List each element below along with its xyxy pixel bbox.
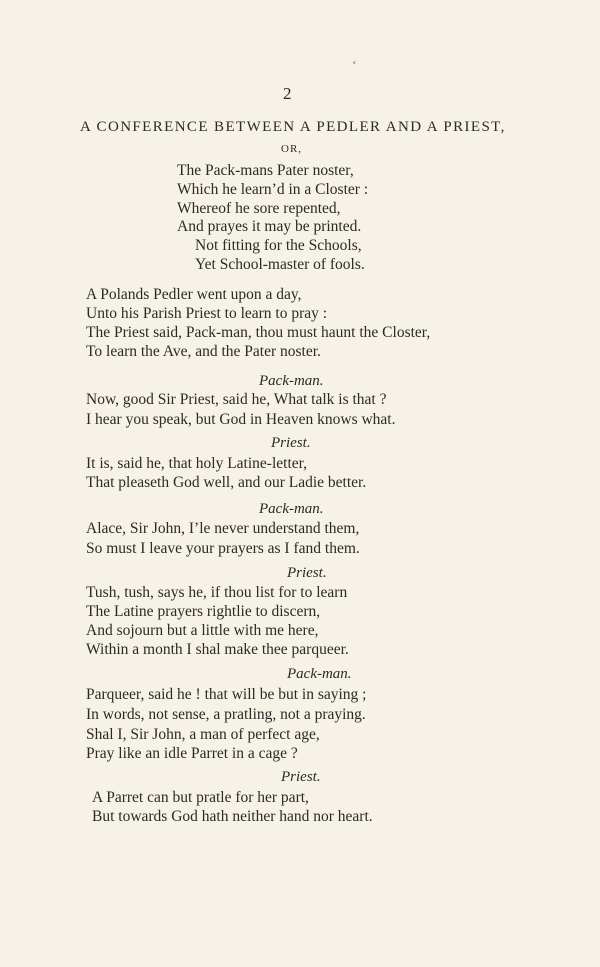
poem-title: A CONFERENCE BETWEEN A PEDLER AND A PRIEST, — [80, 119, 506, 135]
intro-line: A Polands Pedler went upon a day, — [86, 286, 302, 303]
title-or: OR, — [281, 143, 303, 155]
intro-line: The Priest said, Pack-man, thou must haunt the Closter, — [86, 324, 431, 341]
page-number: 2 — [283, 84, 292, 103]
verse-line: Now, good Sir Priest, said he, What talk is that ? — [86, 391, 387, 408]
speaker-label: Priest. — [287, 565, 327, 581]
verse-line: Within a month I shal make thee parqueer. — [86, 641, 349, 658]
subtitle-line: Yet School-master of fools. — [195, 256, 365, 273]
intro-line: Unto his Parish Priest to learn to pray : — [86, 305, 328, 322]
speaker-label: Pack-man. — [259, 373, 324, 389]
verse-line: And sojourn but a little with me here, — [86, 622, 319, 639]
verse-line: Parqueer, said he ! that will be but in saying ; — [86, 686, 367, 703]
subtitle-line: And prayes it may be printed. — [177, 218, 362, 235]
intro-line: To learn the Ave, and the Pater noster. — [86, 343, 321, 360]
speaker-label: Pack-man. — [287, 666, 352, 682]
subtitle-line: Not fitting for the Schools, — [195, 237, 362, 254]
verse-line: That pleaseth God well, and our Ladie better. — [86, 474, 367, 491]
verse-line: Tush, tush, says he, if thou list for to learn — [86, 584, 348, 601]
speaker-label: Priest. — [281, 769, 321, 785]
verse-line: Alace, Sir John, I’le never understand them, — [86, 520, 360, 537]
speaker-label: Pack-man. — [259, 501, 324, 517]
verse-line: But towards God hath neither hand nor heart. — [92, 808, 373, 825]
verse-line: Shal I, Sir John, a man of perfect age, — [86, 726, 320, 743]
verse-line: It is, said he, that holy Latine-letter, — [86, 455, 308, 472]
speaker-label: Priest. — [271, 435, 311, 451]
subtitle-line: The Pack-mans Pater noster, — [177, 162, 354, 179]
verse-line: So must I leave your prayers as I fand them. — [86, 540, 360, 557]
verse-line: The Latine prayers rightlie to discern, — [86, 603, 321, 620]
subtitle-line: Whereof he sore repented, — [177, 200, 341, 217]
verse-line: A Parret can but pratle for her part, — [92, 789, 309, 806]
page-mark: ˂ — [352, 62, 357, 72]
verse-line: I hear you speak, but God in Heaven knows what. — [86, 411, 396, 428]
verse-line: Pray like an idle Parret in a cage ? — [86, 745, 298, 762]
subtitle-line: Which he learn’d in a Closter : — [177, 181, 369, 198]
verse-line: In words, not sense, a pratling, not a praying. — [86, 706, 366, 723]
